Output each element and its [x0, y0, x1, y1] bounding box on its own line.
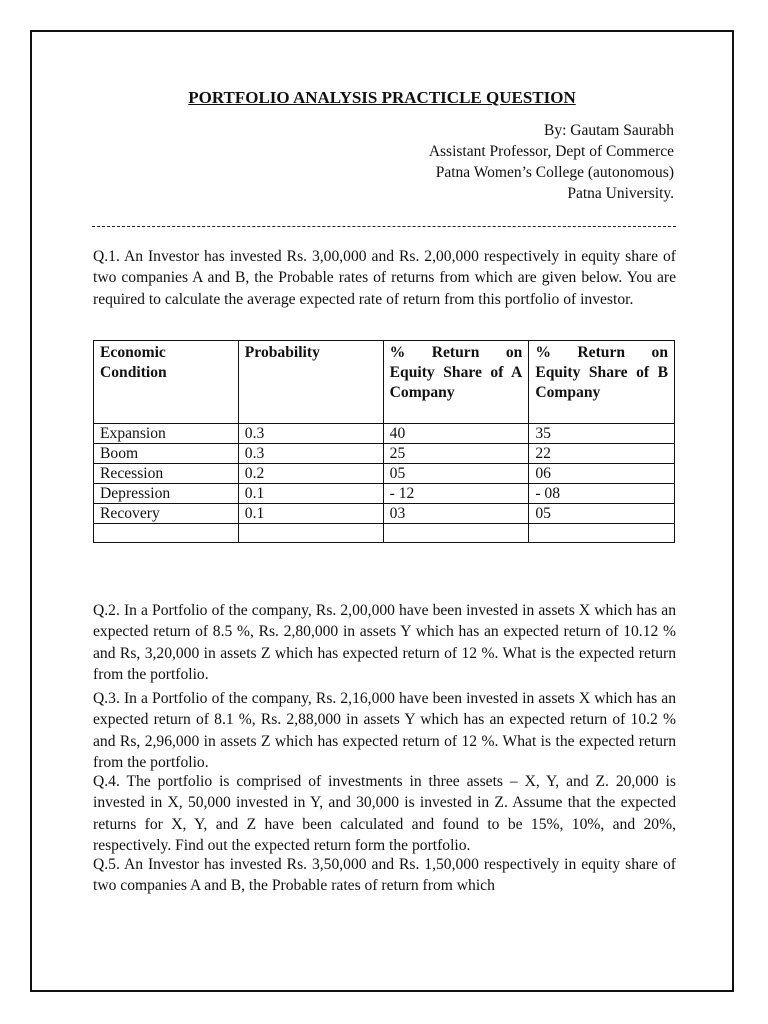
cell-probability: 0.1 [238, 484, 383, 504]
cell-empty [238, 524, 383, 543]
cell-condition: Recovery [94, 504, 239, 524]
table-header-row [94, 341, 675, 424]
question-3-text: Q.3. In a Portfolio of the company, Rs. 2,16,000 have been invested in assets X which has an expected return of 8.1 %, Rs. 2,88,000 in assets Y which has an expected return of 10.2 % and Rs, 2,96,000 in assets Z which has expected return of 12 %. What is the expected return from the portfolio. [93, 690, 676, 771]
question-2-text: Q.2. In a Portfolio of the company, Rs. 2,00,000 have been invested in assets X which has an expected return of 8.5 %, Rs. 2,80,000 in assets Y which has an expected return of 10.12 % and Rs, 3,20,000 in assets Z which has expected return of 12 %. What is the expected return from the portfolio. [93, 602, 676, 683]
header-probability: Probability [238, 341, 383, 424]
document-title: PORTFOLIO ANALYSIS PRACTICLE QUESTION [188, 88, 576, 107]
cell-return-b: 35 [529, 424, 675, 444]
cell-condition: Expansion [94, 424, 239, 444]
university-line: Patna University. [567, 185, 674, 202]
header-economic-condition: Economic Condition [94, 341, 239, 424]
byline [429, 120, 674, 204]
cell-return-a: 05 [383, 464, 529, 484]
table-row [94, 504, 675, 524]
cell-condition: Boom [94, 444, 239, 464]
cell-probability: 0.3 [238, 424, 383, 444]
question-5-text: Q.5. An Investor has invested Rs. 3,50,000 and Rs. 1,50,000 respectively in equity share of two companies A and B, the Probable rates of return from which [93, 856, 676, 895]
designation-line: Assistant Professor, Dept of Commerce [428, 143, 674, 160]
cell-return-b: 06 [529, 464, 675, 484]
cell-empty [529, 524, 675, 543]
question-4-text: Q.4. The portfolio is comprised of investments in three assets – X, Y, and Z. 20,000 is invested in X, 50,000 invested in Y, and 30,000 is invested in Z. Assume that the expected returns for X, Y, and Z have been calculated and found to be 15%, 10%, and 20%, respectively. Find out the expected return form the portfolio. [93, 773, 676, 854]
cell-return-a: - 12 [383, 484, 529, 504]
cell-probability: 0.1 [238, 504, 383, 524]
cell-return-b: 05 [529, 504, 675, 524]
divider-line [92, 226, 676, 227]
cell-return-b: - 08 [529, 484, 675, 504]
cell-probability: 0.3 [238, 444, 383, 464]
table-row [94, 424, 675, 444]
cell-return-a: 03 [383, 504, 529, 524]
cell-condition: Depression [94, 484, 239, 504]
table-row [94, 464, 675, 484]
cell-return-b: 22 [529, 444, 675, 464]
table-row [94, 484, 675, 504]
cell-return-a: 40 [383, 424, 529, 444]
returns-table [93, 340, 675, 543]
cell-empty [94, 524, 239, 543]
document-page [30, 30, 734, 992]
author-line: By: Gautam Saurabh [543, 122, 674, 139]
college-line: Patna Women’s College (autonomous) [435, 164, 674, 181]
cell-return-a: 25 [383, 444, 529, 464]
cell-empty [383, 524, 529, 543]
header-return-b: % Return on Equity Share of B Company [529, 341, 675, 424]
question-1-text: Q.1. An Investor has invested Rs. 3,00,000 and Rs. 2,00,000 respectively in equity share of two companies A and B, the Probable rates of returns from which are given below. You are required to calculate the average expected rate of return from this portfolio of investor. [93, 248, 676, 308]
header-return-a: % Return on Equity Share of A Company [383, 341, 529, 424]
cell-probability: 0.2 [238, 464, 383, 484]
cell-condition: Recession [94, 464, 239, 484]
table-row [94, 444, 675, 464]
table-row-empty [94, 524, 675, 543]
